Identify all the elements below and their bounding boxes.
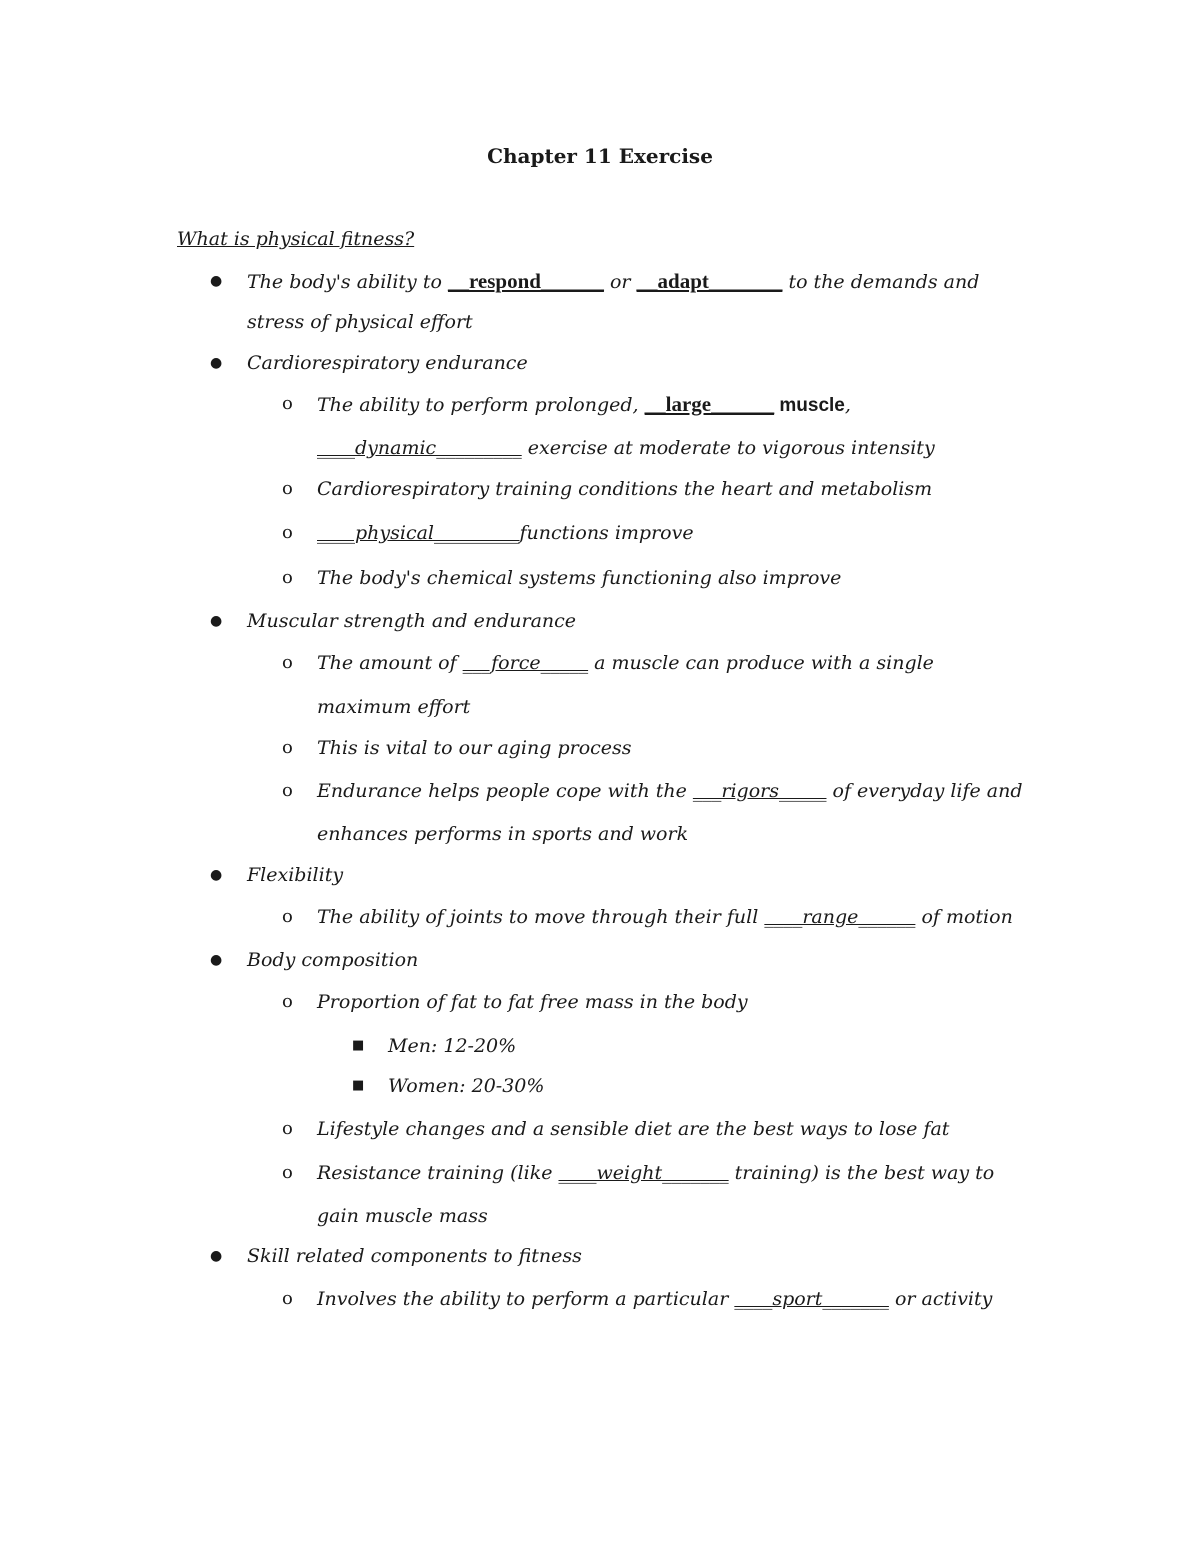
sub-list-item: This is vital to our aging process [317,737,632,759]
circle-bullet-icon: o [282,567,293,588]
circle-bullet-icon: o [282,991,293,1012]
sub-sub-list-item: Men: 12-20% [388,1035,517,1057]
sub-list-item: Lifestyle changes and a sensible diet are the best ways to lose fat [317,1118,950,1140]
sub-list-item: Endurance helps people cope with the ___rigors_____ of everyday life and [317,780,1023,802]
list-item: Skill related components to fitness [247,1245,582,1267]
list-item: Muscular strength and endurance [247,610,577,632]
circle-bullet-icon: o [282,1162,293,1183]
sub-list-item: The ability of joints to move through their full ____range______ of motion [317,906,1013,928]
bullet-icon: ● [210,273,223,289]
list-item: Body composition [247,949,419,971]
sub-list-item: The amount of ___force_____ a muscle can produce with a single [317,652,934,674]
answer-dynamic: ____dynamic_________ [317,437,522,459]
answer-large: __large______ [644,392,775,416]
answer-adapt: __adapt_______ [636,269,783,293]
bullet-icon: ● [210,613,223,629]
bullet-icon: ● [210,1248,223,1264]
list-item: The body's ability to __respond______ or __adapt_______ to the demands and [247,269,980,293]
sub-list-item: Proportion of fat to fat free mass in the body [317,991,748,1013]
circle-bullet-icon: o [282,780,293,801]
sub-list-item-continuation: ____dynamic_________ exercise at moderate to vigorous intensity [317,437,935,459]
circle-bullet-icon: o [282,478,293,499]
answer-weight: ____weight_______ [558,1162,729,1184]
page-title: Chapter 11 Exercise [487,144,713,168]
bullet-icon: ● [210,952,223,968]
circle-bullet-icon: o [282,1288,293,1309]
list-item: Flexibility [247,864,344,886]
sub-list-item: Cardiorespiratory training conditions the heart and metabolism [317,478,933,500]
sub-list-item-continuation: gain muscle mass [317,1205,488,1227]
list-item: Cardiorespiratory endurance [247,352,528,374]
square-bullet-icon: ■ [352,1078,365,1093]
answer-respond: __respond______ [447,269,604,293]
bullet-icon: ● [210,867,223,883]
answer-force: ___force_____ [462,652,589,674]
square-bullet-icon: ■ [352,1038,365,1053]
circle-bullet-icon: o [282,737,293,758]
sub-list-item: Involves the ability to perform a particular ____sport_______ or activity [317,1288,993,1310]
sub-list-item: ____physical_________functions improve [317,522,694,544]
circle-bullet-icon: o [282,906,293,927]
circle-bullet-icon: o [282,1118,293,1139]
sub-list-item: The ability to perform prolonged, __large______ muscle, [317,392,851,416]
sub-sub-list-item: Women: 20-30% [388,1075,545,1097]
circle-bullet-icon: o [282,652,293,673]
sub-list-item: The body's chemical systems functioning also improve [317,567,842,589]
sub-list-item: Resistance training (like ____weight_______ training) is the best way to [317,1162,995,1184]
answer-rigors: ___rigors_____ [692,780,827,802]
section-heading: What is physical fitness? [177,228,415,250]
circle-bullet-icon: o [282,522,293,543]
answer-range: ____range______ [764,906,916,928]
circle-bullet-icon: o [282,393,293,414]
answer-physical: ____physical_________ [317,522,520,544]
bullet-icon: ● [210,355,223,371]
answer-sport: ____sport_______ [734,1288,889,1310]
list-item-continuation: stress of physical effort [247,311,473,333]
sub-list-item-continuation: maximum effort [317,696,471,718]
sub-list-item-continuation: enhances performs in sports and work [317,823,689,845]
